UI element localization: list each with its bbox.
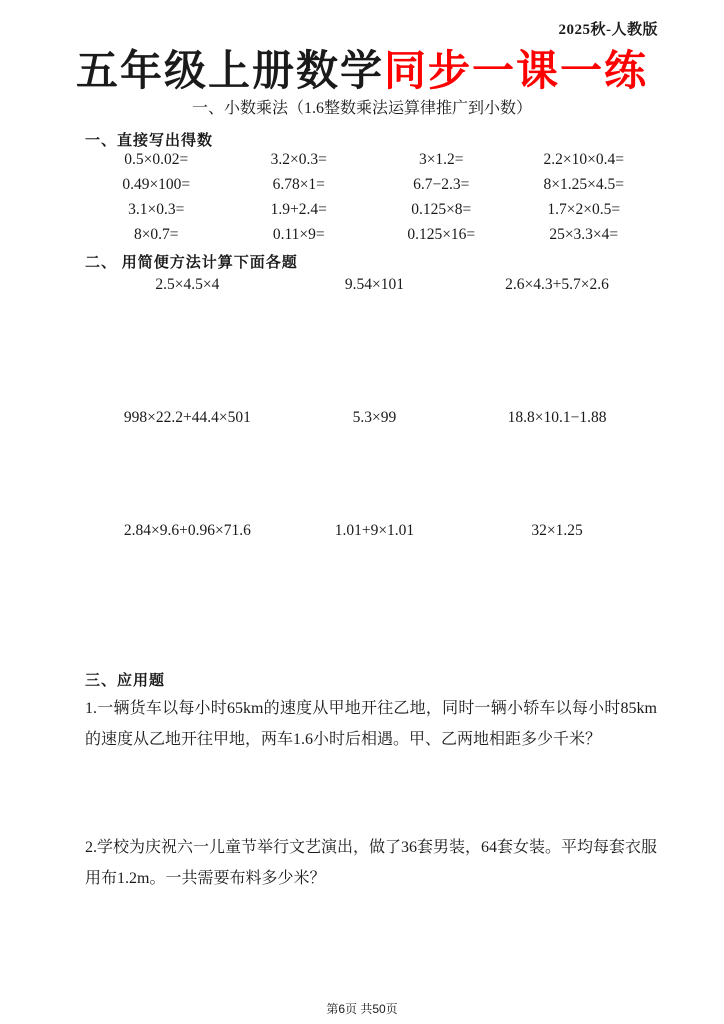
- section1-heading: 一、直接写出得数: [85, 133, 214, 149]
- simplify-calc-item: 998×22.2+44.4×501: [123, 409, 251, 426]
- simplify-calc-row: [85, 276, 655, 294]
- oral-calc-item: 0.5×0.02=: [124, 151, 189, 168]
- oral-calc-item: 0.11×9=: [272, 226, 325, 243]
- oral-calc-item: 1.7×2×0.5=: [547, 201, 621, 218]
- oral-calc-row: [85, 201, 655, 219]
- word-problem-1: 1.一辆货车以每小时65km的速度从甲地开往乙地，同时一辆小轿车以每小时85km的速度从乙地开往甲地，两车1.6小时后相遇。甲、乙两地相距多少千米？: [85, 700, 657, 748]
- oral-calc-row: [85, 226, 655, 244]
- oral-calc-item: 6.78×1=: [272, 176, 325, 193]
- oral-calc-item: 0.125×16=: [407, 226, 476, 243]
- oral-calc-item: 8×1.25×4.5=: [543, 176, 624, 193]
- title-black-text: 五年级上册数学: [75, 49, 384, 95]
- oral-calc-item: 0.125×8=: [411, 201, 472, 218]
- section3-heading: 三、应用题: [85, 673, 166, 689]
- word-problem-2: 2.学校为庆祝六一儿童节举行文艺演出，做了36套男装，64套女装。平均每套衣服用布1.2m。一共需要布料多少米？: [85, 839, 658, 887]
- simplify-calc-row: [85, 409, 655, 427]
- oral-calc-item: 1.9+2.4=: [270, 201, 327, 218]
- simplify-calc-item: 1.01+9×1.01: [334, 522, 415, 539]
- page-title: [0, 38, 724, 98]
- simplify-calc-item: 2.6×4.3+5.7×2.6: [505, 276, 609, 293]
- oral-calc-item: 6.7−2.3=: [413, 176, 470, 193]
- page-number-footer: 第6页 共50页: [326, 1002, 398, 1016]
- simplify-calc-item: 5.3×99: [352, 409, 397, 426]
- oral-calc-item: 3.2×0.3=: [270, 151, 327, 168]
- section2-heading: 二、 用简便方法计算下面各题: [85, 255, 298, 271]
- title-red-text: 同步一课一练: [384, 49, 649, 95]
- edition-label: 2025秋-人教版: [558, 22, 658, 38]
- simplify-calc-item: 18.8×10.1−1.88: [507, 409, 607, 426]
- lesson-subtitle: 一、小数乘法（1.6整数乘法运算律推广到小数）: [191, 100, 532, 117]
- simplify-calc-item: 2.5×4.5×4: [155, 276, 220, 293]
- oral-calc-item: 25×3.3×4=: [549, 226, 619, 243]
- oral-calc-item: 0.49×100=: [122, 176, 191, 193]
- oral-calc-item: 3.1×0.3=: [128, 201, 185, 218]
- simplify-calc-row: [85, 522, 655, 540]
- oral-calc-item: 8×0.7=: [133, 226, 179, 243]
- simplify-calc-item: 32×1.25: [531, 522, 583, 539]
- oral-calc-item: 3×1.2=: [418, 151, 464, 168]
- simplify-calc-item: 9.54×101: [344, 276, 405, 293]
- oral-calc-row: [85, 176, 655, 194]
- simplify-calc-item: 2.84×9.6+0.96×71.6: [123, 522, 251, 539]
- oral-calc-row: [85, 151, 655, 169]
- oral-calc-item: 2.2×10×0.4=: [543, 151, 624, 168]
